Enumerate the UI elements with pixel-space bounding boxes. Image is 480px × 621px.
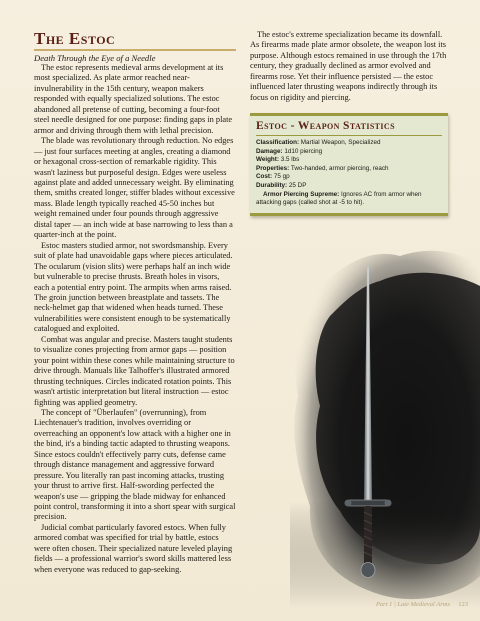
paragraph-2: The blade was revolutionary through reduction. No edges — just four surfaces meeting at angles, creating a diamond or hexagonal cross-section of remarkable rigidity. This wasn't laziness but purposeful design. Edges were useless against plate and added unnecessary weight. By eliminating them, smiths created longer, stiffer blades without excessive mass. Blade length typically reached 45-50 inches but weight remained under four pounds through aggressive distal taper — an inch wide at base narrowing to less than a quarter-inch at the point. (34, 136, 235, 240)
page-title: The Estoc (34, 29, 116, 48)
left-column (34, 30, 236, 575)
stat-properties (256, 165, 442, 174)
stat-value: Martial Weapon, Specialized (299, 139, 381, 146)
right-paragraph: The estoc's extreme specialization became its downfall. As firearms made plate armor obsolete, the weapon lost its purpose. Although estocs remained in use through the 17th century, they gradually declined as armor evolved and firearms rose. Yet their influence persisted — the estoc influenced later thrusting weapons indirectly through its focus on rigidity and piercing. (250, 30, 447, 102)
stat-key: Durability: (256, 181, 288, 189)
paragraph-3: Estoc masters studied armor, not swordsmanship. Every suit of plate had unavoidable gaps where pieces articulated. The ocularum (vision slits) were perhaps half an inch wide but vulnerable to precise thrusts. Breath holes in visors, each a potential entry point. The armpits when arms raised. The groin junction between breastplate and tassets. The neck-helmet gap that widened when heads turned. These vulnerabilities were consistent enough to be systematically catalogued and exploited. (34, 240, 233, 334)
stat-key: Cost: (256, 173, 273, 181)
estoc-illustration (290, 246, 480, 610)
right-column (250, 30, 450, 103)
subtitle: Death Through the Eye of a Needle (34, 53, 156, 63)
stat-armor-piercing (256, 191, 442, 208)
footer-text: Part 1 | Late Medieval Arms (375, 601, 450, 608)
stat-key: Damage: (256, 147, 283, 155)
stat-key: Weight: (256, 156, 279, 164)
title-rule (34, 49, 236, 51)
paragraph-4: Combat was angular and precise. Masters taught students to visualize cones projecting from armor gaps — position your point within these cones while maintaining structure to drive through. Manuals like Talhoffer's illustrated armored thrusting techniques. Circles indicated rotation points. This wasn't artistic interpretation but literal instruction — estoc fighting was applied geometry. (34, 334, 235, 407)
page-number: 123 (458, 601, 468, 608)
stat-value: 1d10 piercing (282, 147, 323, 155)
stat-key: Classification: (256, 139, 300, 146)
stat-durability (256, 182, 442, 191)
stat-value: Ignores AC from armor when attacking gaps (called shot at -5 to hit). (256, 190, 422, 207)
paragraph-1: The estoc represents medieval arms development at its most specialized. As plate armor reached near-invulnerability in the 15th century, weapon makers responded with equally specialized solutions. The estoc abandoned all pretense of cutting, becoming a four-foot steel needle designed for one purpose: finding gaps in plate armor and driving through them with lethal precision. (34, 63, 233, 135)
stat-key: Armor Piercing Supreme: (263, 190, 340, 198)
stat-value: 25 DP (287, 181, 307, 189)
stat-value: 75 gp (272, 173, 290, 181)
stat-block (250, 113, 448, 216)
stat-block-title: Estoc - Weapon Statistics (256, 120, 395, 132)
stat-block-rule (256, 135, 442, 136)
stat-value: Two-handed, armor piercing, reach (289, 164, 389, 172)
stat-classification (256, 139, 442, 148)
stat-key: Properties: (256, 164, 290, 172)
stat-value: 3.5 lbs (278, 156, 300, 164)
paragraph-6: Judicial combat particularly favored estocs. When fully armored combat was specified for trial by battle, estocs were often chosen. Their specialized nature leveled playing fields — a professional warrior's sword skills mattered less when everyone was reduced to gap-seeking. (34, 522, 233, 574)
stat-cost (256, 173, 442, 182)
paragraph-5: The concept of "Überlaufen" (overrunning), from Liechtenauer's tradition, involves overriding or overreaching an opponent's low attack with a higher one in the bind, it's a binding tactic adapted to thrusting weapons. Since estocs couldn't effectively parry cuts, defense came through distance management and aggressive forward pressure. You literally ran past incoming attacks, trusting your thrust to arrive first. Half-swording perfected the weapon's use — gripping the blade midway for enhanced point control, transforming it into a short spear with surgical precision. (34, 407, 236, 522)
stat-damage (256, 148, 442, 157)
stat-weight (256, 156, 442, 165)
